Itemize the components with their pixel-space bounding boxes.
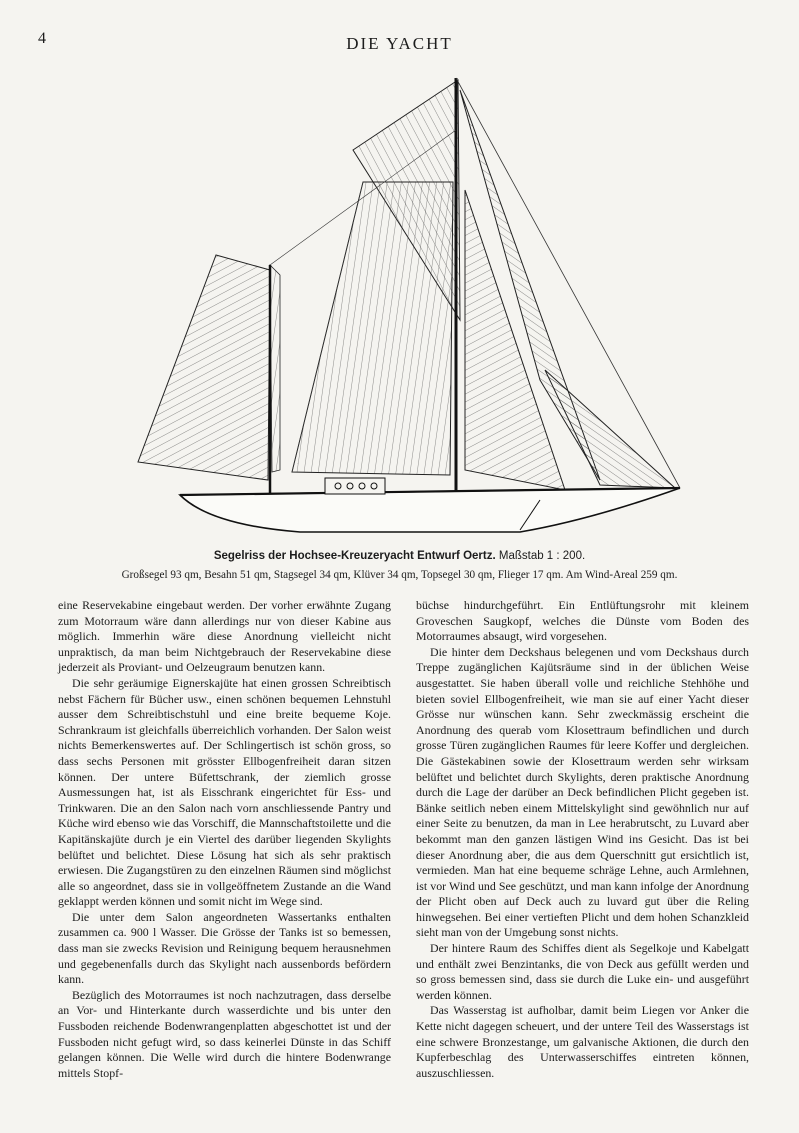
paragraph: Bezüglich des Motorraumes ist noch nachzutragen, dass derselbe an Vor- und Hinterkante durch wasserdichte und bis unter den Fussboden reichende Bodenwrangenplatten abgeschottet ist und der Fussboden nicht gefugt wird, so dass keinerlei Dünste in das Schiff gelangen können. Die Welle wird durch die hintere Bodenwrange mittels Stopf- bbox=[58, 987, 391, 1080]
paragraph: büchse hindurchgeführt. Ein Entlüftungsrohr mit kleinem Groveschen Saugkopf, welches die Dünste vom Boden des Motorraumes absaugt, wird vorgesehen. bbox=[416, 598, 749, 644]
text-column-left bbox=[58, 598, 391, 1081]
paragraph: Das Wasserstag ist aufholbar, damit beim Liegen vor Anker die Kette nicht dagegen scheuert, und der untere Teil des Wasserstags ist eine schwere Bronzestange, um galvanische Aktionen, die durch den Kupferbeschlag des Unterwasserschiffes eintreten können, auszuschliessen. bbox=[416, 1003, 749, 1080]
jib-sails bbox=[460, 90, 675, 490]
main-sail bbox=[292, 182, 453, 475]
running-title: DIE YACHT bbox=[346, 34, 453, 53]
paragraph: Die hinter dem Deckshaus belegenen und vom Deckshaus durch Treppe zugänglichen Kajütsräume sind in der üblichen Weise ausgestattet. Sie haben überall volle und reichliche Stehhöhe und bieten soviel Ellbogenfreiheit, wie man sie auf einer Yacht dieser Grösse nur wünschen kann. Sehr zweckmässig erscheint die Anordnung des querab vom Klosettraum befindlichen und durch grosse Türen zugänglichen Raumes für leere Koffer und dergleichen. Die Gästekabinen sowie der Klosettraum werden sehr wirksam belüftet und belichtet durch Skylights, deren praktische Anordnung durch die Lage der darüber an Deck befindlichen Plicht gegeben ist. Bänke seitlich neben einem Mittelskylight sind gewöhnlich nur auf einer Seite zu benutzen, da man in Lee herabrutscht, zu Luvard aber bekommt man den ganzen lästigen Wind ins Gesicht. Das ist bei dieser Anordnung aber, die aus dem Querschnitt gut ersichtlich ist, vermieden. Man hat eine bequeme schräge Lehne, auch Armlehnen, ist vor Wind und See geschützt, und man kann infolge der Anordnung der Plicht oben auf Deck auch zu luvard gut über die Reling hinwegsehen. Bei einer vertieften Plicht und dem hohen Schanzkleid sieht man von der Umgebung sonst nichts. bbox=[416, 644, 749, 940]
sail-plan-illustration bbox=[120, 70, 700, 550]
mizzen-sail bbox=[138, 255, 280, 480]
paragraph: Die unter dem Salon angeordneten Wassertanks enthalten zusammen ca. 900 l Wasser. Die Grösse der Tanks ist so bemessen, dass man sie zwecks Revision und Reinigung bequem herausnehmen und gegebenenfalls durch das Skylight nach aussenbords befördern kann. bbox=[58, 909, 391, 987]
paragraph: Die sehr geräumige Eignerskajüte hat einen grossen Schreibtisch nebst Fächern für Bücher usw., einen schönen bequemen Lehnstuhl ausser dem Schreibtischstuhl und eine breite bequeme Koje. Schrankraum ist gleichfalls überreichlich vorhanden. Der Salon weist nichts Bemerkenswertes auf. Der Schlingertisch ist schön gross, so dass sechs Personen mit grösster Ellbogenfreiheit daran sitzen können. Der untere Büfettschrank, der ziemlich grosse Ausmessungen hat, ist als Eisschrank eingerichtet für Ess- und Trinkwaren. Die an den Salon nach vorn anschliessende Pantry und Küche wird ebenso wie das Vorschiff, die Mannschaftstoilette und die Kapitänskajüte durch je ein Viertel des darüber liegenden Skylights belüftet und belichtet. Diese Lösung hat sich als sehr praktisch erwiesen. Die Zugangstüren zu den einzelnen Räumen sind möglichst alle so angeordnet, dass sie in vollgeöffnetem Zustande an die Wand geklappt werden können und somit nicht im Wege sind. bbox=[58, 675, 391, 909]
figure-caption-title: Segelriss der Hochsee-Kreuzeryacht Entwurf Oertz. bbox=[213, 550, 496, 562]
page-number: 4 bbox=[38, 30, 46, 47]
figure-caption bbox=[0, 550, 799, 562]
text-column-right bbox=[416, 598, 749, 1081]
paragraph: Der hintere Raum des Schiffes dient als Segelkoje und Kabelgatt und enthält zwei Benzintanks, die von Deck aus gefüllt werden und so gross bemessen sind, dass sie durch die Luke ein- und ausgeführt werden können. bbox=[416, 941, 749, 1002]
figure-caption-areas: Großsegel 93 qm, Besahn 51 qm, Stagsegel 34 qm, Klüver 34 qm, Topsegel 30 qm, Flieger 17 qm. Am Wind-Areal 259 qm. bbox=[121, 569, 678, 581]
hull bbox=[180, 478, 680, 532]
paragraph: eine Reservekabine eingebaut werden. Der vorher erwähnte Zugang zum Motorraum wäre dann allerdings nur von dieser Kabine aus möglich. Immerhin wäre diese Anordnung vielleicht nicht unpraktisch, da man beim Nichtgebrauch der Reservekabine diese jederzeit als Proviant- und Oelzeugraum benutzen kann. bbox=[58, 598, 391, 675]
figure-caption-scale: Maßstab 1 : 200. bbox=[498, 550, 586, 562]
